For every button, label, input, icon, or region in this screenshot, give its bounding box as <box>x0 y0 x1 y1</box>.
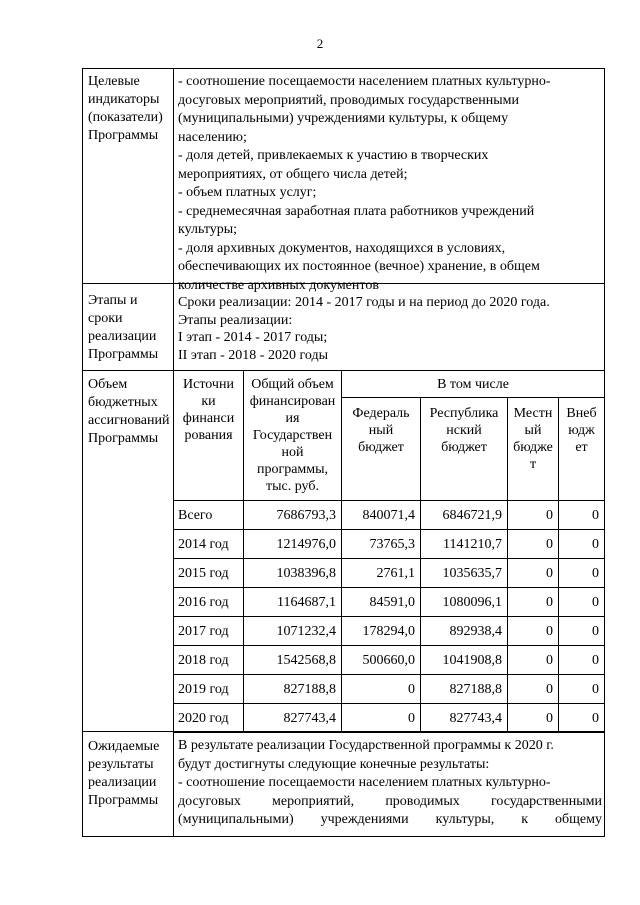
label-line: бюджетных <box>88 395 158 410</box>
row-value-local: 0 <box>546 537 553 552</box>
header-line: ия <box>285 411 300 426</box>
label-line: Программы <box>88 128 159 143</box>
label-line: Этапы и <box>88 293 138 308</box>
header-line: программы, <box>256 462 329 477</box>
header-line: Местн <box>513 406 553 421</box>
row-value-republic: 827743,4 <box>449 711 502 726</box>
section1-label <box>88 73 172 145</box>
header-line: ет <box>575 440 588 455</box>
header-line: бюджет <box>441 440 487 455</box>
row-label: 2017 год <box>178 624 229 639</box>
text-line: - соотношение посещаемости населением платных культурно- <box>178 775 551 790</box>
row-value-total: 827188,8 <box>283 682 336 697</box>
header-line: рования <box>184 428 233 443</box>
row-value-republic: 1141210,7 <box>443 537 502 552</box>
header-offbudget <box>559 405 604 456</box>
header-line: бюдже <box>513 440 553 455</box>
row-label: 2020 год <box>178 711 229 726</box>
row-value-off: 0 <box>592 624 599 639</box>
label-line: индикаторы <box>88 92 160 107</box>
label-line: реализации <box>88 775 157 790</box>
label-line: реализации <box>88 329 157 344</box>
row-label: 2015 год <box>178 566 229 581</box>
section4-text <box>178 737 602 830</box>
label-line: Программы <box>88 793 159 808</box>
label-line: Программы <box>88 347 159 362</box>
row-value-local: 0 <box>546 682 553 697</box>
text-line: количестве архивных документов <box>178 277 379 293</box>
text-line: - среднемесячная заработная плата работников учреждений <box>178 203 535 219</box>
text-line: (муниципальными) учреждениями культуры, к общему <box>178 812 602 827</box>
row-value-federal: 840071,4 <box>362 508 415 523</box>
row-value-total: 1038396,8 <box>276 566 336 581</box>
header-line: нский <box>446 423 482 438</box>
row-value-federal: 2761,1 <box>376 566 415 581</box>
row-value-local: 0 <box>546 624 553 639</box>
row-value-total: 7686793,3 <box>276 508 336 523</box>
row-value-total: 1071232,4 <box>276 624 336 639</box>
row-value-local: 0 <box>546 566 553 581</box>
row-value-federal: 500660,0 <box>362 653 415 668</box>
row-value-federal: 0 <box>408 682 415 697</box>
row-value-republic: 1080096,1 <box>442 595 502 610</box>
label-line: результаты <box>88 757 154 772</box>
header-line: бюджет <box>358 440 404 455</box>
row-value-local: 0 <box>546 711 553 726</box>
row-value-total: 827743,4 <box>283 711 336 726</box>
header-line: ый <box>524 423 542 438</box>
row-value-republic: 827188,8 <box>449 682 502 697</box>
text-line: досуговых мероприятий, проводимых государственными <box>178 92 520 108</box>
row-value-federal: 84591,0 <box>369 595 415 610</box>
text-line: Сроки реализации: 2014 - 2017 годы и на период до 2020 года. <box>178 295 550 310</box>
label-line: Ожидаемые <box>88 739 160 754</box>
text-line: - соотношение посещаемости населением платных культурно- <box>178 74 551 89</box>
row-value-total: 1164687,1 <box>277 595 336 610</box>
section2-label <box>88 292 172 364</box>
header-line: Государствен <box>252 428 333 443</box>
text-line: будут достигнуты следующие конечные результаты: <box>178 756 490 772</box>
row-value-total: 1542568,8 <box>276 653 336 668</box>
header-line: тыс. руб. <box>266 479 319 494</box>
text-line: В результате реализации Государственной программы к 2020 г. <box>178 738 554 753</box>
header-line: ный <box>368 423 394 438</box>
header-line: финанси <box>182 411 235 426</box>
header-line: Внеб <box>566 406 597 421</box>
row-label: 2019 год <box>178 682 229 697</box>
page-number: 2 <box>316 36 324 51</box>
row-value-federal: 0 <box>408 711 415 726</box>
text-line: культуры; <box>178 222 238 237</box>
row-value-republic: 6846721,9 <box>442 508 502 523</box>
header-line: Федераль <box>352 406 410 421</box>
text-line: населению; <box>178 129 247 145</box>
row-label: 2018 год <box>178 653 229 668</box>
row-value-off: 0 <box>592 682 599 697</box>
section1-text <box>178 73 602 295</box>
section2-text <box>178 294 602 364</box>
label-line: сроки <box>88 311 123 326</box>
section4-label <box>88 738 172 810</box>
header-line: ной <box>281 445 304 460</box>
text-line: - объем платных услуг; <box>178 185 317 200</box>
text-line: досуговых мероприятий, проводимых государственными <box>178 793 602 809</box>
text-line: I этап - 2014 - 2017 годы; <box>178 330 328 345</box>
row-value-republic: 892938,4 <box>449 624 502 639</box>
row-value-federal: 178294,0 <box>362 624 415 639</box>
row-value-total: 1214976,0 <box>276 537 336 552</box>
header-line: Республика <box>429 406 499 421</box>
row-value-off: 0 <box>592 508 599 523</box>
row-value-republic: 1035635,7 <box>442 566 502 581</box>
header-line: Общий объем <box>251 377 334 392</box>
text-line: - доля детей, привлекаемых к участию в творческих <box>178 148 489 163</box>
header-line: ки <box>201 394 216 409</box>
text-line: (муниципальными) учреждениями культуры, к общему <box>178 111 509 126</box>
row-value-off: 0 <box>592 711 599 726</box>
header-line: т <box>529 457 537 472</box>
row-label: Всего <box>178 508 213 523</box>
row-label: 2014 год <box>178 537 229 552</box>
header-federal <box>342 405 420 456</box>
section3-label <box>88 376 172 448</box>
row-value-federal: 73765,3 <box>369 537 415 552</box>
row-value-local: 0 <box>546 508 553 523</box>
label-line: Программы <box>88 431 159 446</box>
row-value-off: 0 <box>592 653 599 668</box>
row-value-republic: 1041908,8 <box>442 653 502 668</box>
text-line: мероприятиях, от общего числа детей; <box>178 166 408 182</box>
text-line: обеспечивающих их постоянное (вечное) хранение, в общем <box>178 259 540 274</box>
label-line: Объем <box>88 377 128 392</box>
header-line: Источни <box>183 377 234 392</box>
text-line: - доля архивных документов, находящихся в условиях, <box>178 240 506 256</box>
header-line: финансирован <box>249 394 336 409</box>
header-local <box>508 405 558 473</box>
text-line: II этап - 2018 - 2020 годы <box>178 347 328 363</box>
row-value-local: 0 <box>546 653 553 668</box>
text-line: Этапы реализации: <box>178 312 293 328</box>
row-value-local: 0 <box>546 595 553 610</box>
label-line: ассигнований <box>88 413 170 428</box>
label-line: Целевые <box>88 74 140 89</box>
label-line: (показатели) <box>88 110 163 125</box>
row-value-off: 0 <box>592 595 599 610</box>
row-value-off: 0 <box>592 537 599 552</box>
header-line: юдж <box>568 423 595 438</box>
row-value-off: 0 <box>592 566 599 581</box>
row-label: 2016 год <box>178 595 229 610</box>
header-republic <box>421 405 507 456</box>
header-total <box>244 376 341 495</box>
header-source <box>174 376 243 444</box>
header-including: В том числе <box>437 377 509 392</box>
